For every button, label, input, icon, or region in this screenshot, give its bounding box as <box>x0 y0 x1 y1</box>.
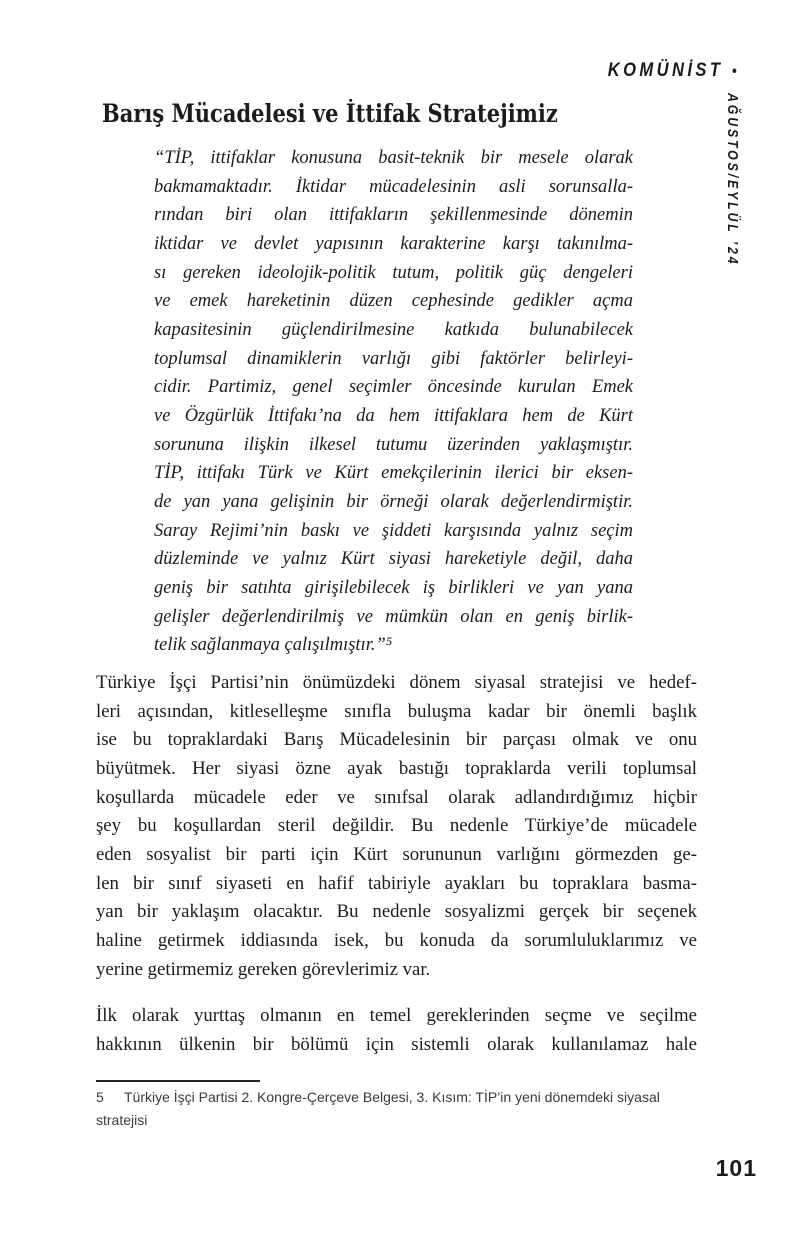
text-line: iktidar ve devlet yapısının karakterine karşı takınılma- <box>154 233 633 254</box>
text-line: düzleminde ve yalnız Kürt siyasi hareketiyle değil, daha <box>154 549 633 570</box>
footnote <box>96 1086 696 1131</box>
body-paragraph-1 <box>96 669 697 984</box>
block-quote <box>154 144 633 660</box>
text-line: kapasitesinin güçlendirilmesine katkıda bulunabilecek <box>154 319 633 340</box>
masthead-bullet-icon: • <box>732 63 737 80</box>
text-line: hakkının ülkenin bir bölümü için sistemli olarak kullanılamaz hale <box>96 1033 697 1055</box>
text-line: “TİP, ittifaklar konusuna basit-teknik bir mesele olarak <box>154 148 633 168</box>
text-line: TİP, ittifakı Türk ve Kürt emekçilerinin ilerici bir eksen- <box>154 463 633 484</box>
page-number: 101 <box>715 1155 757 1181</box>
text-line: haline getirmek iddiasında isek, bu konuda da sorumluluklarımız ve <box>96 929 697 951</box>
body-paragraph-2 <box>96 1002 697 1059</box>
footnote-divider <box>96 1080 260 1082</box>
text-line: ise bu topraklardaki Barış Mücadelesinin bir parçası olmak ve onu <box>96 729 697 751</box>
text-line: koşullarda mücadele eder ve sınıfsal olarak adlandırdığımız hiçbir <box>96 786 697 808</box>
text-line: sı gereken ideolojik-politik tutum, politik güç dengeleri <box>154 262 633 283</box>
text-line: yan bir yaklaşım olacaktır. Bu nedenle sosyalizmi gerçek bir seçenek <box>96 901 697 923</box>
text-line: rından biri olan ittifakların şekillenmesinde dönemin <box>154 205 633 226</box>
magazine-name: KOMÜNİST <box>608 59 724 81</box>
text-line: geniş bir satıhta girişilebilecek iş birlikleri ve yan yana <box>154 577 633 598</box>
text-line: cidir. Partimiz, genel seçimler öncesinde kurulan Emek <box>154 377 633 398</box>
text-line: sorununa ilişkin ilkesel tutumu üzerinden yaklaşmıştır. <box>154 434 633 455</box>
footnote-text: Türkiye İşçi Partisi 2. Kongre-Çerçeve Belgesi, 3. Kısım: TİP’in yeni dönemdeki siyasal stratejisi <box>96 1089 660 1128</box>
text-line: Türkiye İşçi Partisi’nin önümüzdeki dönem siyasal stratejisi ve hedef- <box>96 672 697 693</box>
text-line: eden sosyalist bir parti için Kürt sorununun varlığını görmezden ge- <box>96 843 697 865</box>
text-line: bakmamaktadır. İktidar mücadelesinin asli sorunsalla- <box>154 176 633 197</box>
footnote-number: 5 <box>96 1089 104 1105</box>
text-line: gelişler değerlendirilmiş ve mümkün olan en geniş birlik- <box>154 606 633 627</box>
text-line: yerine getirmemiz gereken görevlerimiz var. <box>96 958 431 980</box>
text-line: telik sağlanmaya çalışılmıştır.”⁵ <box>154 635 393 656</box>
text-line: toplumsal dinamiklerin varlığı gibi faktörler belirleyi- <box>154 348 633 369</box>
text-line: büyütmek. Her siyasi özne ayak bastığı topraklarda verili toplumsal <box>96 757 697 779</box>
text-line: leri açısından, kitleselleşme sınıfla buluşma kadar bir önemli başlık <box>96 700 697 722</box>
text-line: ve Özgürlük İttifakı’na da hem ittifaklara hem de Kürt <box>154 405 633 426</box>
masthead <box>608 61 737 81</box>
text-line: ve emek hareketinin düzen cephesinde gedikler açma <box>154 291 633 312</box>
text-line: len bir sınıf siyaseti en hafif tabiriyle ayakları bu topraklara basma- <box>96 872 697 894</box>
text-line: İlk olarak yurttaş olmanın en temel gereklerinden seçme ve seçilme <box>96 1005 697 1026</box>
issue-date-vertical: AĞUSTOS/EYLÜL ’24 <box>724 93 741 267</box>
text-line: şey bu koşullardan steril değildir. Bu nedenle Türkiye’de mücadele <box>96 815 697 837</box>
text-line: de yan yana gelişinin bir örneği olarak değerlendirmiştir. <box>154 491 633 512</box>
text-line: Saray Rejimi’nin baskı ve şiddeti karşısında yalnız seçim <box>154 520 633 541</box>
article-title: Barış Mücadelesi ve İttifak Stratejimiz <box>102 99 558 128</box>
